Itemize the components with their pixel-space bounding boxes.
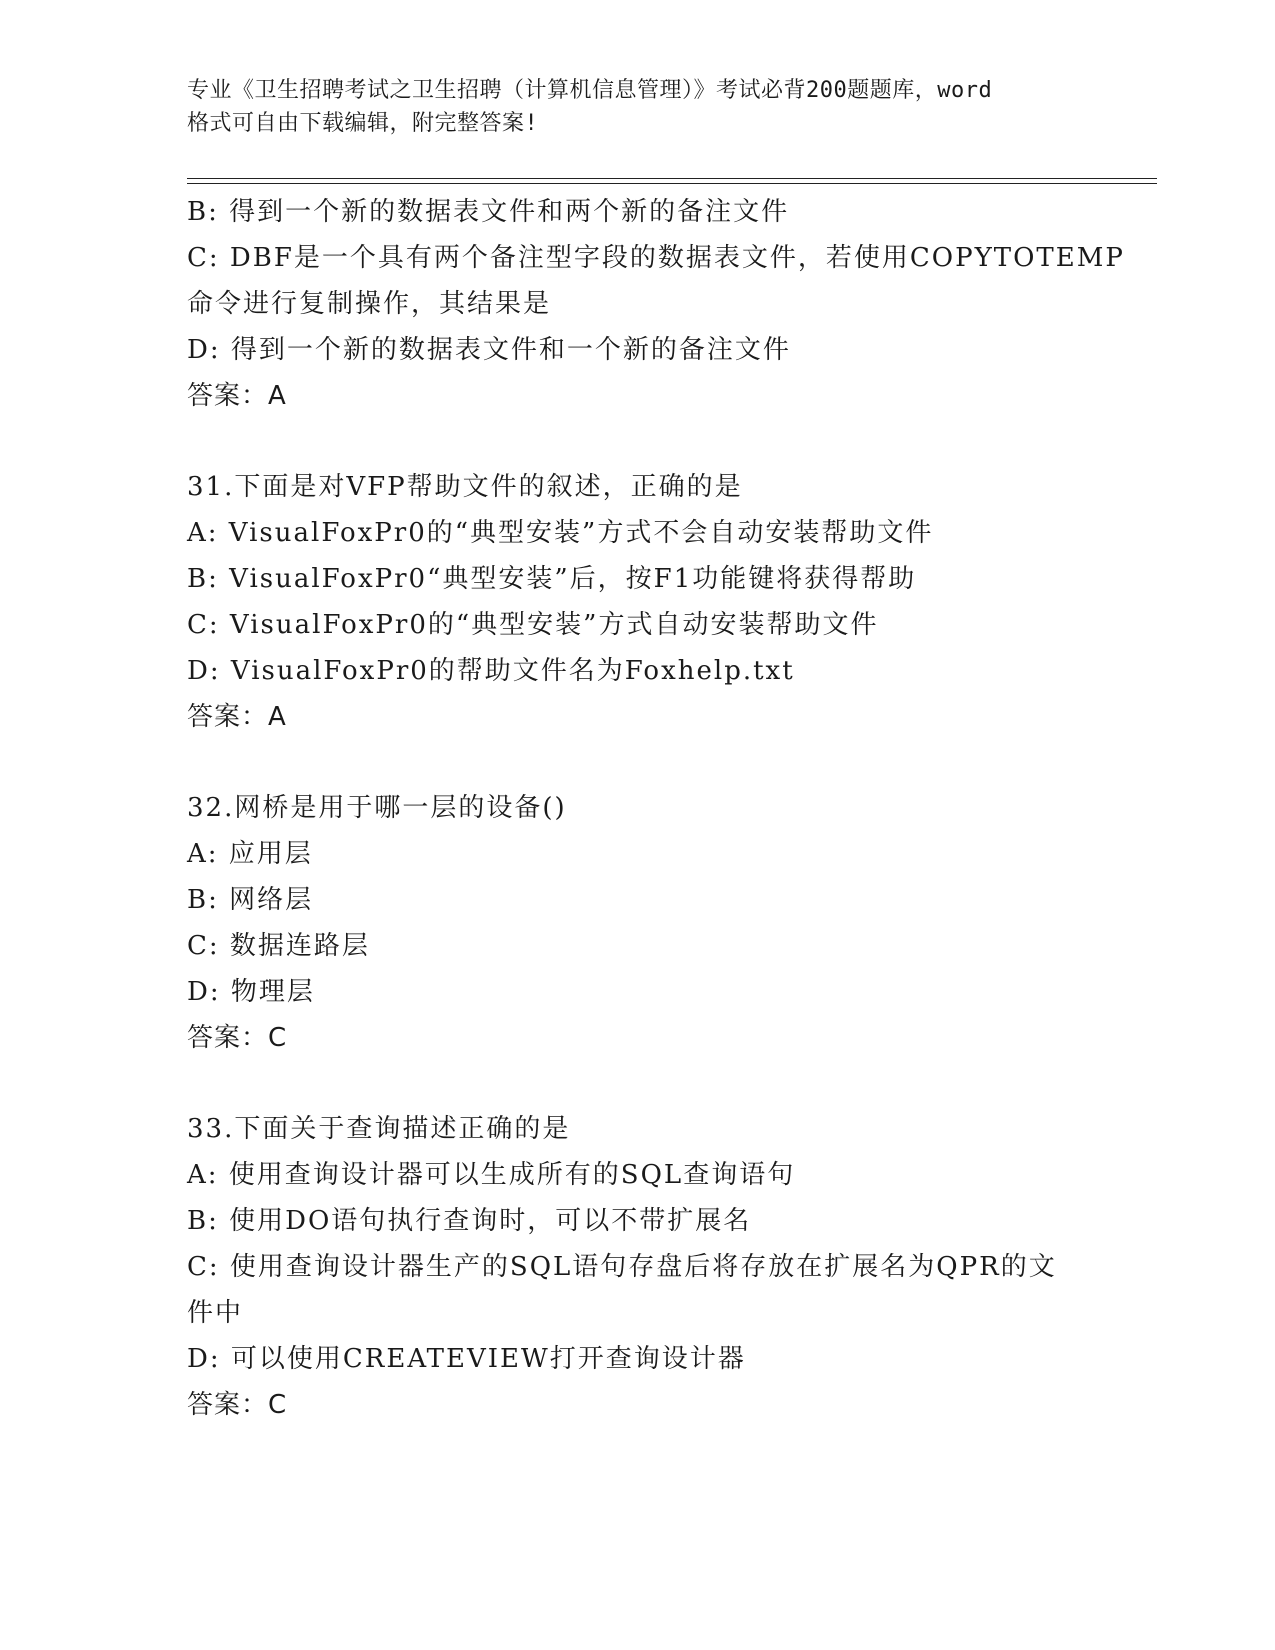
option-d: D: 得到一个新的数据表文件和一个新的备注文件	[187, 335, 791, 365]
spacer	[187, 419, 1107, 464]
option-c-continued: 命令进行复制操作，其结果是	[187, 289, 552, 319]
option-c: C: 使用查询设计器生产的SQL语句存盘后将存放在扩展名为QPR的文	[187, 1252, 1057, 1282]
option-c: C: 数据连路层	[187, 931, 370, 961]
header-line-2: 格式可自由下载编辑，附完整答案!	[187, 111, 539, 136]
spacer	[187, 740, 1107, 785]
option-b: B: 得到一个新的数据表文件和两个新的备注文件	[187, 197, 790, 227]
answer-line: 答案：A	[187, 702, 287, 732]
option-d: D: 物理层	[187, 977, 315, 1007]
answer-line: 答案：A	[187, 381, 287, 411]
option-c: C: VisualFoxPr0的“典型安装”方式自动安装帮助文件	[187, 610, 879, 640]
question-stem: 33.下面关于查询描述正确的是	[187, 1114, 571, 1144]
question-stem: 31.下面是对VFP帮助文件的叙述，正确的是	[187, 472, 743, 502]
option-a: A: VisualFoxPr0的“典型安装”方式不会自动安装帮助文件	[187, 518, 934, 548]
header-rule-bottom	[187, 183, 1157, 184]
option-b: B: 网络层	[187, 885, 314, 915]
option-a: A: 应用层	[187, 839, 313, 869]
answer-line: 答案：C	[187, 1390, 288, 1420]
option-d: D: 可以使用CREATEVIEW打开查询设计器	[187, 1344, 746, 1374]
header-line-1: 专业《卫生招聘考试之卫生招聘（计算机信息管理）》考试必背200题题库，word	[187, 78, 993, 103]
option-c: C: DBF是一个具有两个备注型字段的数据表文件，若使用COPYTOTEMP	[187, 243, 1125, 273]
document-header	[187, 74, 1087, 140]
question-31	[187, 464, 1107, 740]
option-d: D: VisualFoxPr0的帮助文件名为Foxhelp.txt	[187, 656, 795, 686]
question-33	[187, 1106, 1107, 1428]
option-b: B: 使用DO语句执行查询时，可以不带扩展名	[187, 1206, 752, 1236]
question-32	[187, 785, 1107, 1061]
option-a: A: 使用查询设计器可以生成所有的SQL查询语句	[187, 1160, 796, 1190]
question-continued	[187, 189, 1125, 419]
spacer	[187, 1061, 1107, 1106]
question-list	[187, 189, 1125, 1428]
question-stem: 32.网桥是用于哪一层的设备()	[187, 793, 567, 823]
option-b: B: VisualFoxPr0“典型安装”后，按F1功能键将获得帮助	[187, 564, 917, 594]
header-rule-top	[187, 178, 1157, 179]
answer-line: 答案：C	[187, 1023, 288, 1053]
option-c-continued: 件中	[187, 1298, 244, 1328]
